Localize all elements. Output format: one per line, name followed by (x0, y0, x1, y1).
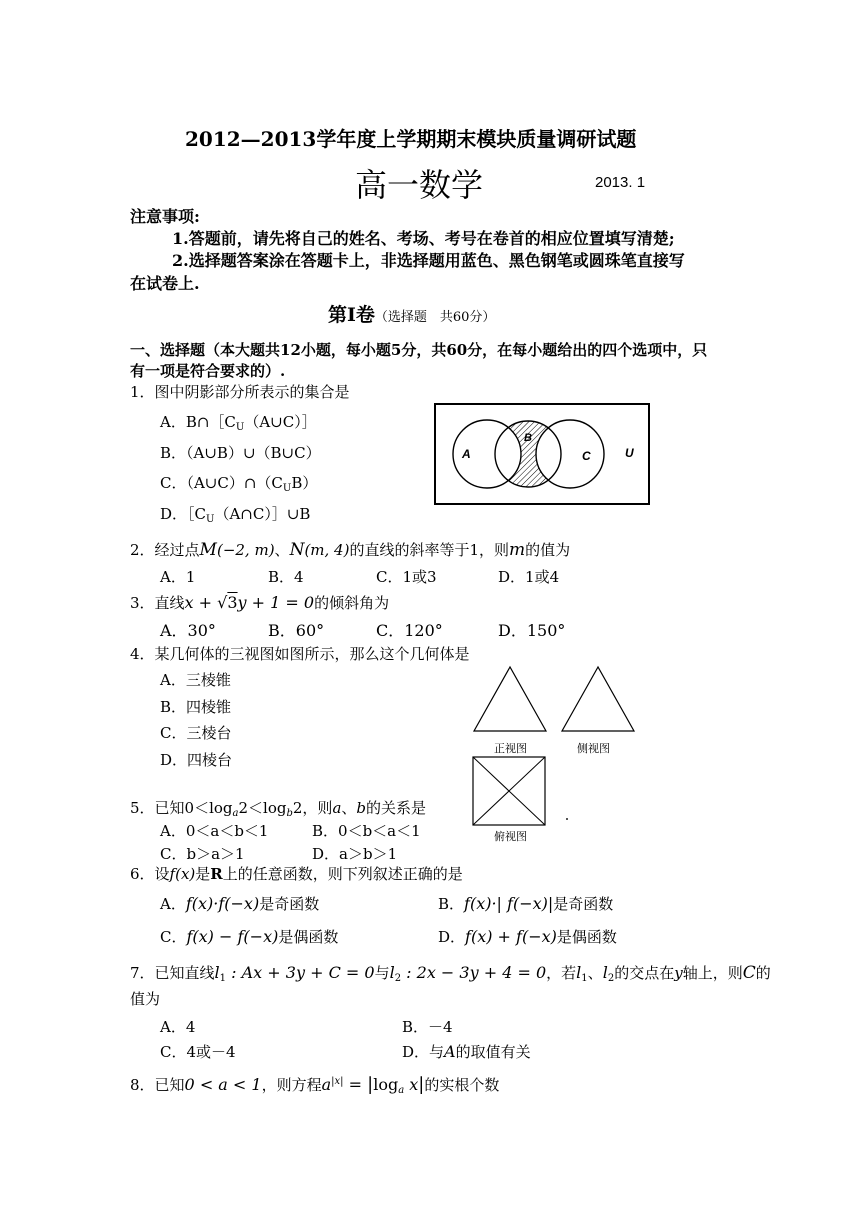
q4-option-c: C．三棱台 (160, 724, 232, 742)
q3-option-d: D．150° (498, 621, 566, 640)
q1-option-b: B．（A∪B）∪（B∪C） (160, 444, 321, 462)
q5-option-a: A．0＜a＜b＜1 (160, 822, 269, 840)
q7-stem-line-1: 7．已知直线$l_1$ : Ax + 3y + C = 0与$l_2$ : 2x − 3y + 4 = 0，若$l_1$、$l_2$的交点在y轴上，则C的 (130, 963, 771, 984)
side-view-label: 侧视图 (577, 743, 610, 755)
notice-heading: 注意事项: (130, 207, 200, 226)
notice-item-1: 1.答题前，请先将自己的姓名、考场、考号在卷首的相应位置填写清楚; (172, 229, 675, 248)
q5-stem: 5．已知$0<\log_a2<\log_b2$，则a、b的关系是 (130, 799, 427, 819)
q3-option-c: C．120° (376, 621, 443, 640)
q4-option-d: D．四棱台 (160, 751, 233, 769)
three-view-top (472, 756, 546, 826)
q5-option-c: C．b＞a＞1 (160, 845, 245, 863)
section1-line-2: 有一项是符合要求的）. (130, 362, 286, 380)
q1-option-d: D．$[C_U(A\cap C)]\cup B$ (160, 505, 311, 525)
q5-option-b: B．0＜b＜a＜1 (312, 822, 421, 840)
q2-option-d: D．1或4 (498, 568, 560, 586)
section1-line-1: 一、选择题（本大题共12小题，每小题5分，共60分，在每小题给出的四个选项中，只 (130, 341, 708, 359)
q6-stem: 6．设f(x)是R上的任意函数，则下列叙述正确的是 (130, 865, 463, 883)
venn-label-a: A (462, 447, 471, 461)
q3-option-b: B．60° (268, 621, 325, 640)
q4-stem: 4．某几何体的三视图如图所示，那么这个几何体是 (130, 645, 470, 663)
q2-stem: 2．经过点M(−2, m)、N(m, 4)的直线的斜率等于1，则m的值为 (130, 540, 571, 560)
notice-item-2-line-1: 2.选择题答案涂在答题卡上，非选择题用蓝色、黑色钢笔或圆珠笔直接写 (172, 251, 685, 270)
venn-diagram (434, 403, 650, 505)
q4-option-a: A．三棱锥 (160, 671, 231, 689)
q6-option-b: B．f(x)·| f(−x)|是奇函数 (438, 894, 614, 913)
part1-heading (328, 300, 495, 327)
front-view-label: 正视图 (494, 743, 527, 755)
subject-title: 高一数学 (355, 167, 484, 203)
venn-label-b: B (524, 432, 532, 444)
three-view-side (560, 665, 636, 733)
q7-option-d: D．与A的取值有关 (402, 1042, 531, 1061)
q1-option-c: C．$(A\cup C)\cap(C_UB)$ (160, 474, 318, 494)
q7-option-c: C．4或－4 (160, 1043, 236, 1061)
q4-option-b: B．四棱锥 (160, 698, 232, 716)
venn-label-c: C (582, 449, 591, 463)
q1-stem: 1．图中阴影部分所表示的集合是 (130, 383, 350, 401)
part1-title: 第Ⅰ卷 (328, 304, 375, 326)
q6-option-a: A．f(x)·f(−x)是奇函数 (160, 894, 320, 913)
q6-option-d: D．f(x) + f(−x)是偶函数 (438, 927, 617, 946)
three-view-front (472, 665, 548, 733)
q7-option-b: B．－4 (402, 1018, 453, 1036)
q6-option-c: C．f(x) − f(−x)是偶函数 (160, 927, 339, 946)
part1-note: （选择题 共60分） (374, 310, 496, 325)
q7-option-a: A．4 (160, 1018, 196, 1036)
q8-stem: 8．已知0 < a < 1，则方程$a^{|x|} = |\log_a$ x|的实根个数 (130, 1074, 500, 1096)
venn-label-u: U (625, 446, 634, 460)
q5-option-d: D．a＞b＞1 (312, 845, 398, 863)
q7-stem-line-2: 值为 (130, 990, 161, 1008)
stray-dot (566, 818, 568, 820)
exam-title: 2012—2013学年度上学期期末模块质量调研试题 (185, 127, 637, 151)
exam-date: 2013. 1 (595, 174, 646, 191)
q2-option-a: A．1 (160, 568, 196, 586)
q3-option-a: A．30° (160, 621, 216, 640)
q2-option-c: C．1或3 (376, 568, 437, 586)
q2-option-b: B．4 (268, 568, 304, 586)
notice-item-2-line-2: 在试卷上. (130, 274, 200, 293)
q1-option-a: A．$B\cap[C_U(A\cup C)]$ (160, 413, 317, 433)
top-view-label: 俯视图 (494, 831, 527, 843)
q3-stem: 3．直线x + √3y + 1 = 0的倾斜角为 (130, 593, 390, 612)
